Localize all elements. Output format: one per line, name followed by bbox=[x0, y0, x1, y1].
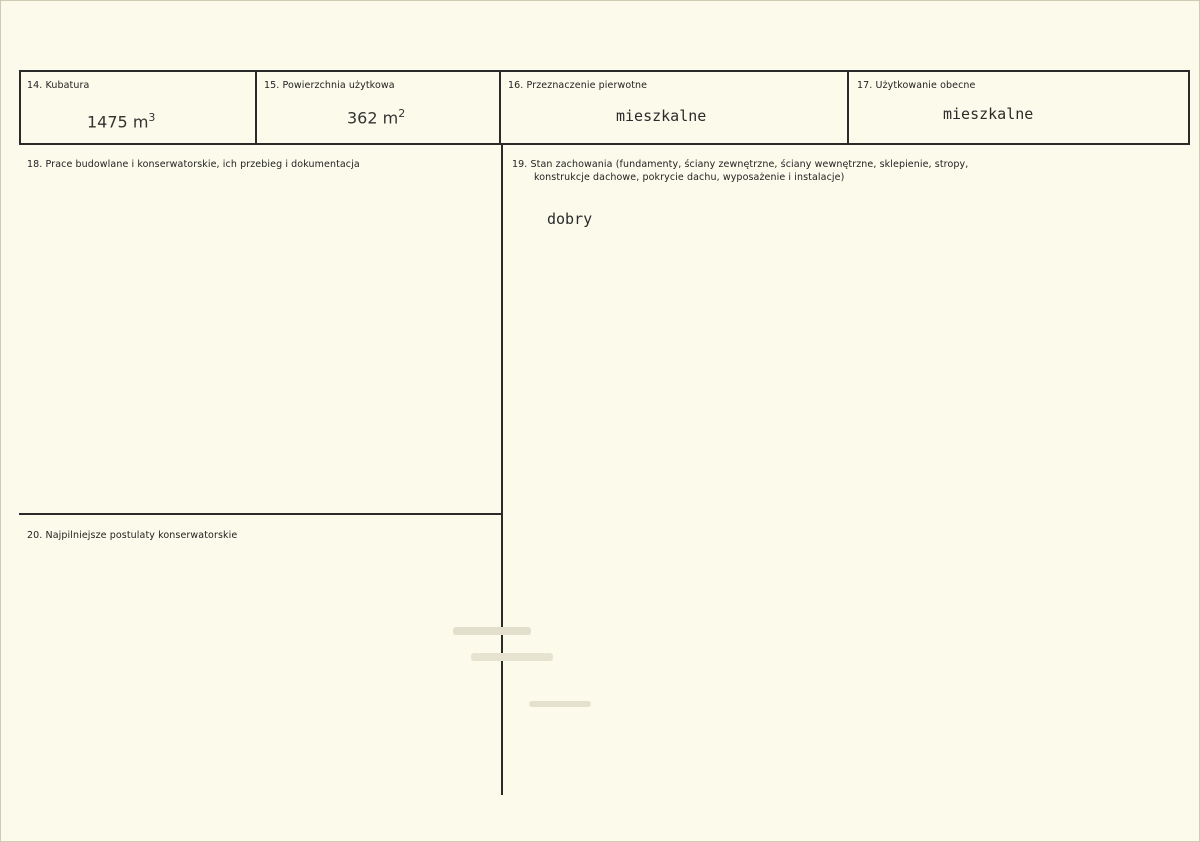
left-border bbox=[19, 70, 21, 145]
main-column-divider bbox=[501, 143, 503, 795]
field-15-value bbox=[347, 107, 405, 127]
field-16-value: mieszkalne bbox=[616, 107, 707, 125]
bleed-through-mark-2 bbox=[471, 653, 553, 661]
kubatura-number: 1475 bbox=[87, 112, 128, 132]
area-unit-exponent: 2 bbox=[398, 107, 406, 120]
field-16-label: 16. Przeznaczenie pierwotne bbox=[508, 80, 648, 91]
field-17-label: 17. Użytkowanie obecne bbox=[857, 80, 976, 91]
right-border bbox=[1188, 70, 1190, 145]
bleed-through-mark-3 bbox=[529, 701, 591, 707]
field-14-value bbox=[87, 111, 155, 131]
area-number: 362 bbox=[347, 108, 378, 128]
section18-bottom-rule bbox=[19, 513, 501, 515]
col-divider-16-17 bbox=[847, 70, 849, 145]
field-20-label: 20. Najpilniejsze postulaty konserwatorskie bbox=[27, 530, 238, 541]
field-19-value: dobry bbox=[547, 210, 593, 228]
field-19-label-line2: konstrukcje dachowe, pokrycie dachu, wyposażenie i instalacje) bbox=[534, 172, 845, 183]
field-19-label-line1: 19. Stan zachowania (fundamenty, ściany zewnętrzne, ściany wewnętrzne, sklepienie, stropy, bbox=[512, 159, 969, 170]
area-unit: m bbox=[382, 108, 399, 128]
kubatura-unit: m bbox=[132, 112, 149, 132]
col-divider-15-16 bbox=[499, 70, 501, 145]
field-14-label: 14. Kubatura bbox=[27, 80, 90, 91]
field-17-value: mieszkalne bbox=[943, 105, 1034, 123]
col-divider-14-15 bbox=[255, 70, 257, 145]
bleed-through-mark-1 bbox=[453, 627, 531, 635]
field-18-label: 18. Prace budowlane i konserwatorskie, ich przebieg i dokumentacja bbox=[27, 159, 360, 170]
top-rule bbox=[19, 70, 1190, 72]
kubatura-unit-exponent: 3 bbox=[148, 111, 156, 124]
row1-bottom-rule bbox=[19, 143, 1190, 145]
field-15-label: 15. Powierzchnia użytkowa bbox=[264, 80, 395, 91]
